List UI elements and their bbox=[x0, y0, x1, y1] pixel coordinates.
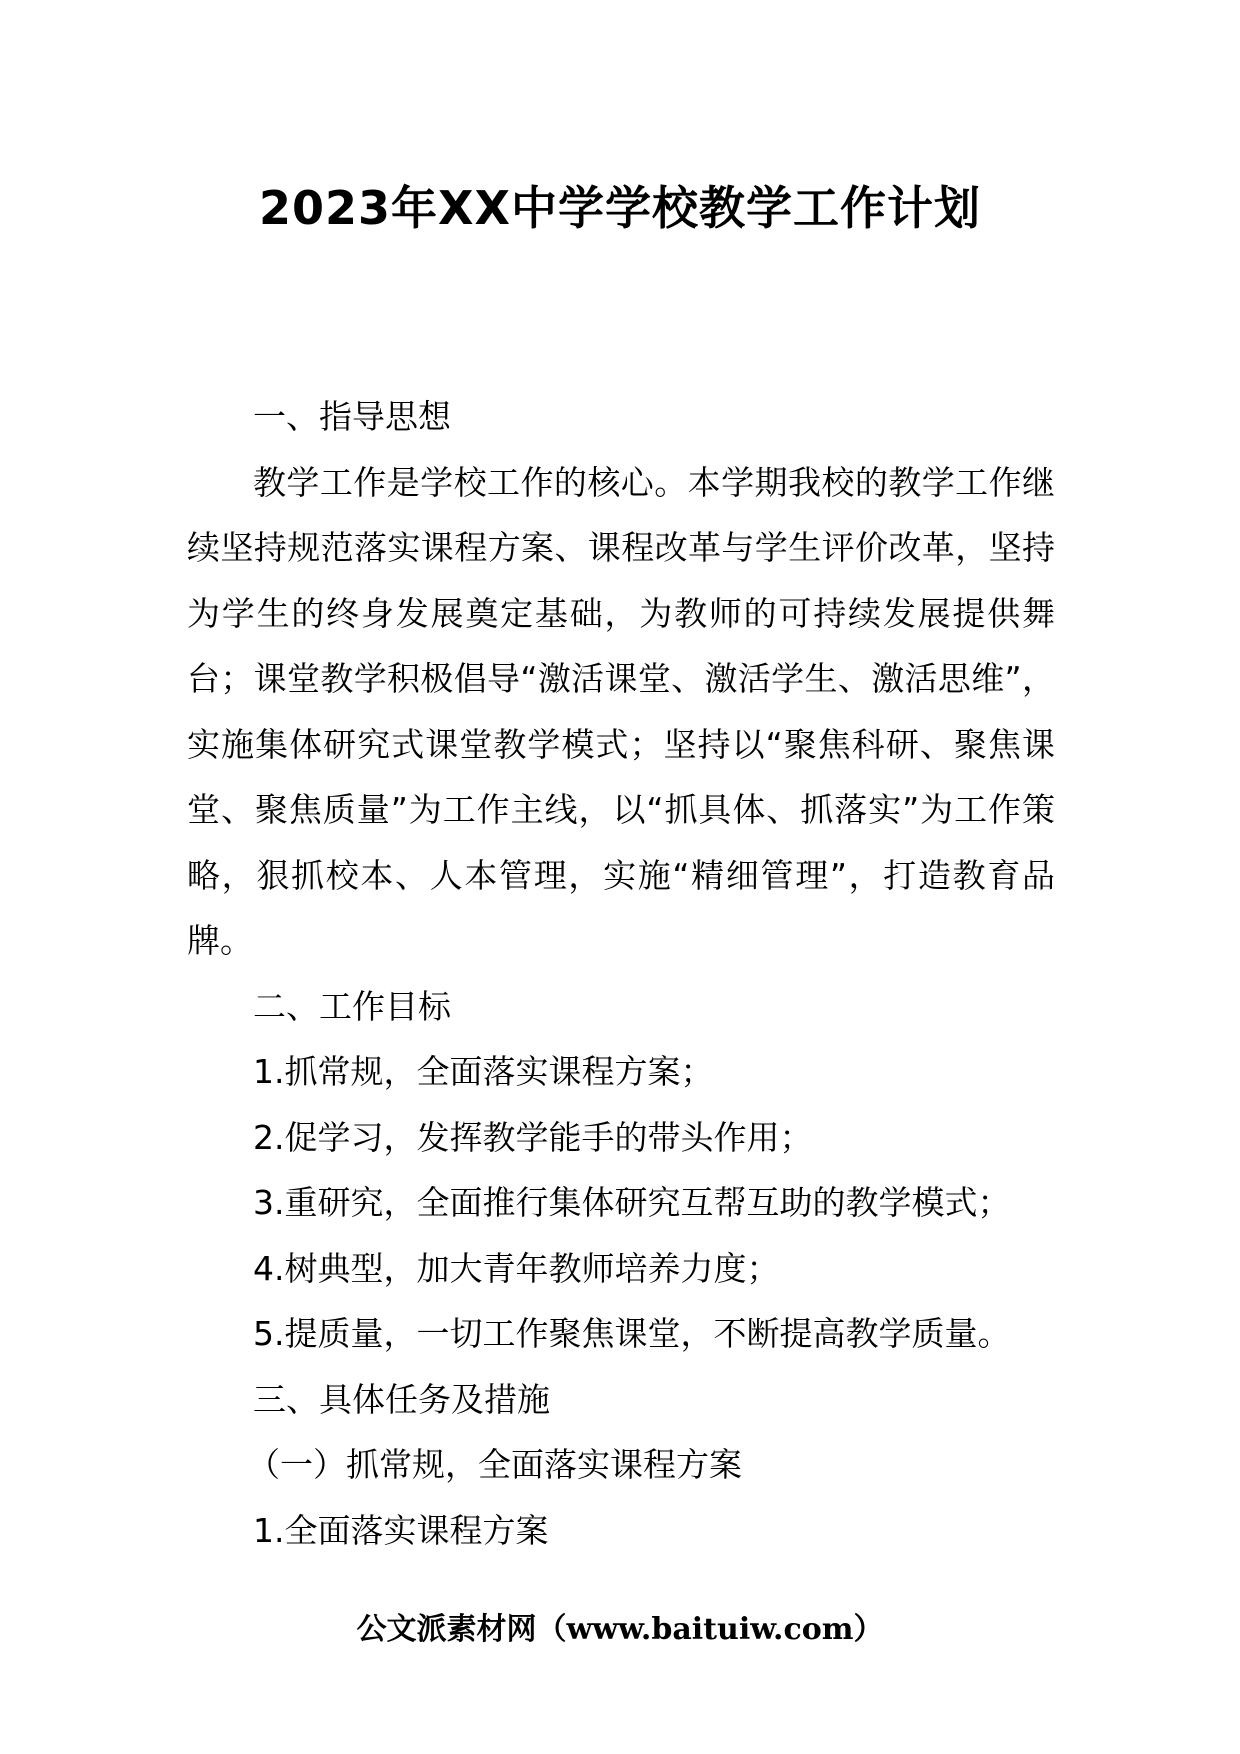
subsection-heading: （一）抓常规，全面落实课程方案 bbox=[247, 1445, 742, 1484]
section-heading-work-goals: 二、工作目标 bbox=[253, 986, 451, 1026]
section-heading-guiding-ideology: 一、指导思想 bbox=[253, 397, 451, 436]
watermark-footer bbox=[0, 1610, 1240, 1650]
goal-item: 1.抓常规，全面落实课程方案； bbox=[253, 1052, 714, 1091]
document-body bbox=[187, 384, 1055, 1563]
guiding-ideology-paragraph: 教学工作是学校工作的核心。本学期我校的教学工作继续坚持规范落实课程方案、课程改革与学生评价改革，坚持为学生的终身发展奠定基础，为教师的可持续发展提供舞台；课堂教学积极倡导“激活课堂、激活学生、激活思维”，实施集体研究式课堂教学模式；坚持以“聚焦科研、聚焦课堂、聚焦质量”为工作主线，以“抓具体、抓落实”为工作策略，狠抓校本、人本管理，实施“精细管理”，打造教育品牌。 bbox=[187, 462, 1055, 960]
footer-site-name: 公文派素材网 bbox=[356, 1612, 537, 1647]
document-title: 2023年XX中学学校教学工作计划 bbox=[259, 181, 981, 235]
item-heading: 1.全面落实课程方案 bbox=[253, 1510, 549, 1550]
goal-item: 5.提质量，一切工作聚焦课堂，不断提高教学质量。 bbox=[253, 1314, 1011, 1353]
section-heading-tasks-measures: 三、具体任务及措施 bbox=[253, 1379, 550, 1419]
footer-site-url: （www.baituiw.com） bbox=[536, 1612, 884, 1647]
goal-item: 4.树典型，加大青年教师培养力度； bbox=[253, 1248, 780, 1288]
goal-item: 2.促学习，发挥教学能手的带头作用； bbox=[253, 1117, 813, 1157]
goal-item: 3.重研究，全面推行集体研究互帮互助的教学模式； bbox=[253, 1183, 1011, 1222]
